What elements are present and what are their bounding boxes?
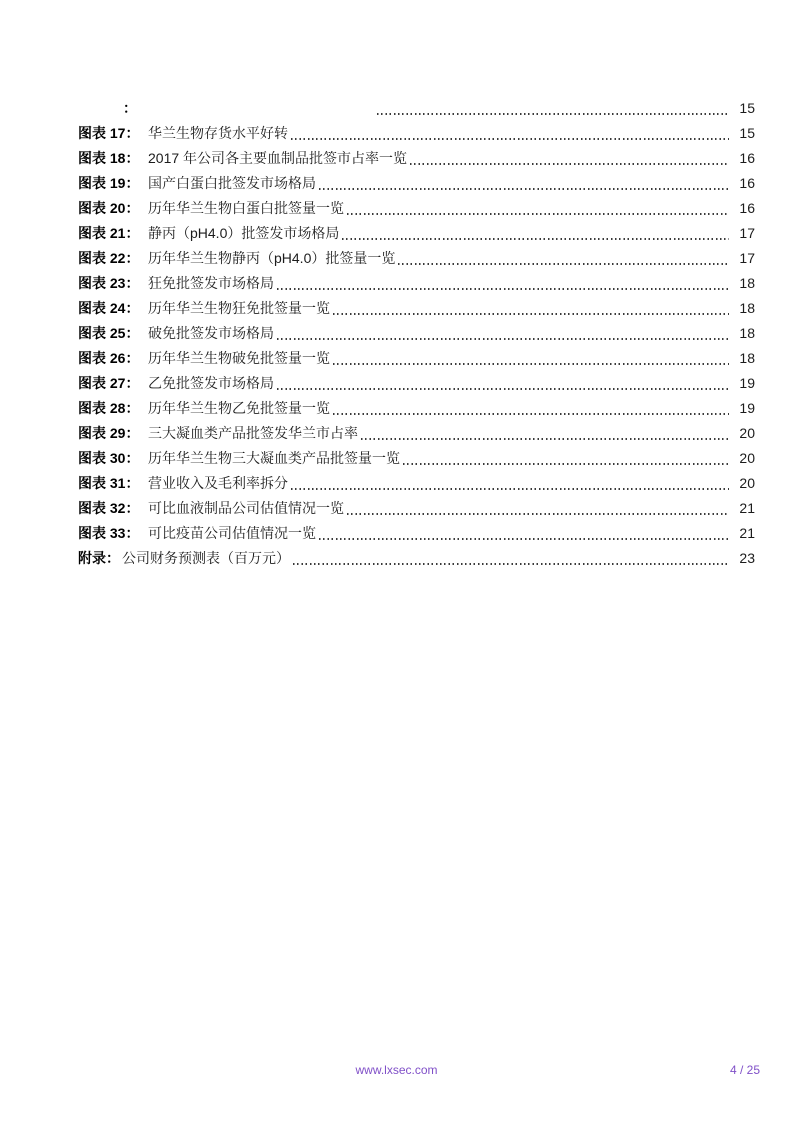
toc-dot-leader — [277, 288, 729, 290]
toc-entry-row[interactable] — [78, 521, 755, 546]
toc-dot-leader — [410, 163, 729, 165]
toc-dot-leader — [347, 213, 729, 215]
toc-entry-page: 17 — [739, 250, 755, 266]
toc-entry-page: 21 — [739, 500, 755, 516]
toc-entry-title: 国产白蛋白批签发市场格局 — [148, 175, 316, 191]
toc-entry-page: 23 — [739, 550, 755, 566]
toc-entry-row[interactable] — [78, 221, 755, 246]
toc-entry-row[interactable] — [78, 146, 755, 171]
toc-entry-page: 20 — [739, 450, 755, 466]
toc-entry-page: 18 — [739, 325, 755, 341]
toc-dot-leader — [398, 263, 729, 265]
toc-entry-label: 图表 20： — [78, 200, 140, 216]
toc-entry-label: 图表 26： — [78, 350, 140, 366]
toc-entry-title: 历年华兰生物破免批签量一览 — [148, 350, 330, 366]
toc-entry-label: 图表 29： — [78, 425, 140, 441]
toc-entry-page: 18 — [739, 275, 755, 291]
toc-entry-title: 静丙（pH4.0）批签发市场格局 — [148, 225, 340, 241]
toc-entry-title: 2017 年公司各主要血制品批签市占率一览 — [148, 150, 408, 166]
toc-entry-label: 图表 18： — [78, 150, 140, 166]
toc-entry-row[interactable] — [78, 371, 755, 396]
toc-entry-page: 16 — [739, 175, 755, 191]
toc-entry-page: 20 — [739, 425, 755, 441]
toc-dot-leader — [342, 238, 729, 240]
toc-entry-page: 18 — [739, 300, 755, 316]
toc-entry-row[interactable] — [78, 296, 755, 321]
toc-entry-title: 三大凝血类产品批签发华兰市占率 — [148, 425, 358, 441]
toc-entry-label: 图表 19： — [78, 175, 140, 191]
toc-entry-row[interactable] — [78, 546, 755, 571]
toc-entry-title: 可比血液制品公司估值情况一览 — [148, 500, 344, 516]
toc-dot-leader — [291, 138, 729, 140]
toc-entry-row[interactable] — [78, 396, 755, 421]
toc-entry-label: 图表 33： — [78, 525, 140, 541]
toc-dot-leader — [291, 488, 729, 490]
toc-entry-label: 图表 28： — [78, 400, 140, 416]
toc-entry-label: 图表 32： — [78, 500, 140, 516]
toc-entry-label: 图表 27： — [78, 375, 140, 391]
toc-entry-row[interactable] — [78, 346, 755, 371]
toc-dot-leader — [277, 338, 729, 340]
toc-entry-title: 历年华兰生物白蛋白批签量一览 — [148, 200, 344, 216]
toc-entry-label: 图表 25： — [78, 325, 140, 341]
toc-entry-row[interactable] — [78, 421, 755, 446]
toc-list — [78, 96, 755, 571]
toc-entry-title: 乙免批签发市场格局 — [148, 375, 274, 391]
toc-dot-leader — [333, 413, 729, 415]
toc-entry-row[interactable] — [78, 196, 755, 221]
toc-entry-label: 图表 21： — [78, 225, 140, 241]
toc-dot-leader — [377, 113, 729, 115]
footer-page-indicator: 4 / 25 — [729, 1063, 760, 1077]
toc-dot-leader — [347, 513, 729, 515]
toc-entry-row[interactable] — [78, 446, 755, 471]
toc-dot-leader — [319, 538, 729, 540]
toc-entry-page: 15 — [739, 125, 755, 141]
toc-entry-title: 历年华兰生物三大凝血类产品批签量一览 — [148, 450, 400, 466]
toc-entry-row[interactable] — [78, 321, 755, 346]
toc-entry-title: 营业收入及毛利率拆分 — [148, 475, 288, 491]
toc-entry-title: 华兰生物存货水平好转 — [148, 125, 288, 141]
toc-entry-title: 狂免批签发市场格局 — [148, 275, 274, 291]
toc-entry-page: 16 — [739, 200, 755, 216]
toc-entry-label: 图表 17： — [78, 125, 140, 141]
toc-entry-row[interactable] — [78, 271, 755, 296]
toc-entry-row[interactable] — [78, 496, 755, 521]
toc-entry-label: 附录： — [78, 550, 120, 566]
toc-dot-leader — [403, 463, 729, 465]
toc-entry-label: 图表 22： — [78, 250, 140, 266]
toc-dot-leader — [293, 563, 729, 565]
toc-entry-row[interactable] — [78, 121, 755, 146]
toc-entry-label: ： — [123, 100, 137, 116]
footer-website-link[interactable]: www.lxsec.com — [355, 1063, 438, 1077]
toc-entry-page: 19 — [739, 375, 755, 391]
toc-dot-leader — [277, 388, 729, 390]
toc-entry-page: 19 — [739, 400, 755, 416]
toc-entry-row[interactable] — [78, 96, 755, 121]
toc-entry-page: 20 — [739, 475, 755, 491]
toc-entry-title: 可比疫苗公司估值情况一览 — [148, 525, 316, 541]
toc-entry-title: 历年华兰生物狂免批签量一览 — [148, 300, 330, 316]
toc-dot-leader — [333, 363, 729, 365]
toc-entry-page: 18 — [739, 350, 755, 366]
toc-entry-page: 17 — [739, 225, 755, 241]
toc-entry-title: 历年华兰生物乙免批签量一览 — [148, 400, 330, 416]
toc-entry-label: 图表 31： — [78, 475, 140, 491]
toc-entry-page: 21 — [739, 525, 755, 541]
toc-entry-title: 破免批签发市场格局 — [148, 325, 274, 341]
toc-entry-row[interactable] — [78, 246, 755, 271]
toc-dot-leader — [361, 438, 729, 440]
toc-dot-leader — [333, 313, 729, 315]
toc-entry-title: 公司财务预测表（百万元） — [122, 550, 290, 566]
toc-dot-leader — [319, 188, 729, 190]
toc-entry-label: 图表 30： — [78, 450, 140, 466]
toc-entry-label: 图表 24： — [78, 300, 140, 316]
toc-entry-page: 16 — [739, 150, 755, 166]
toc-entry-title: 历年华兰生物静丙（pH4.0）批签量一览 — [148, 250, 396, 266]
toc-entry-row[interactable] — [78, 171, 755, 196]
toc-entry-label: 图表 23： — [78, 275, 140, 291]
toc-entry-page: 15 — [739, 100, 755, 116]
toc-entry-row[interactable] — [78, 471, 755, 496]
